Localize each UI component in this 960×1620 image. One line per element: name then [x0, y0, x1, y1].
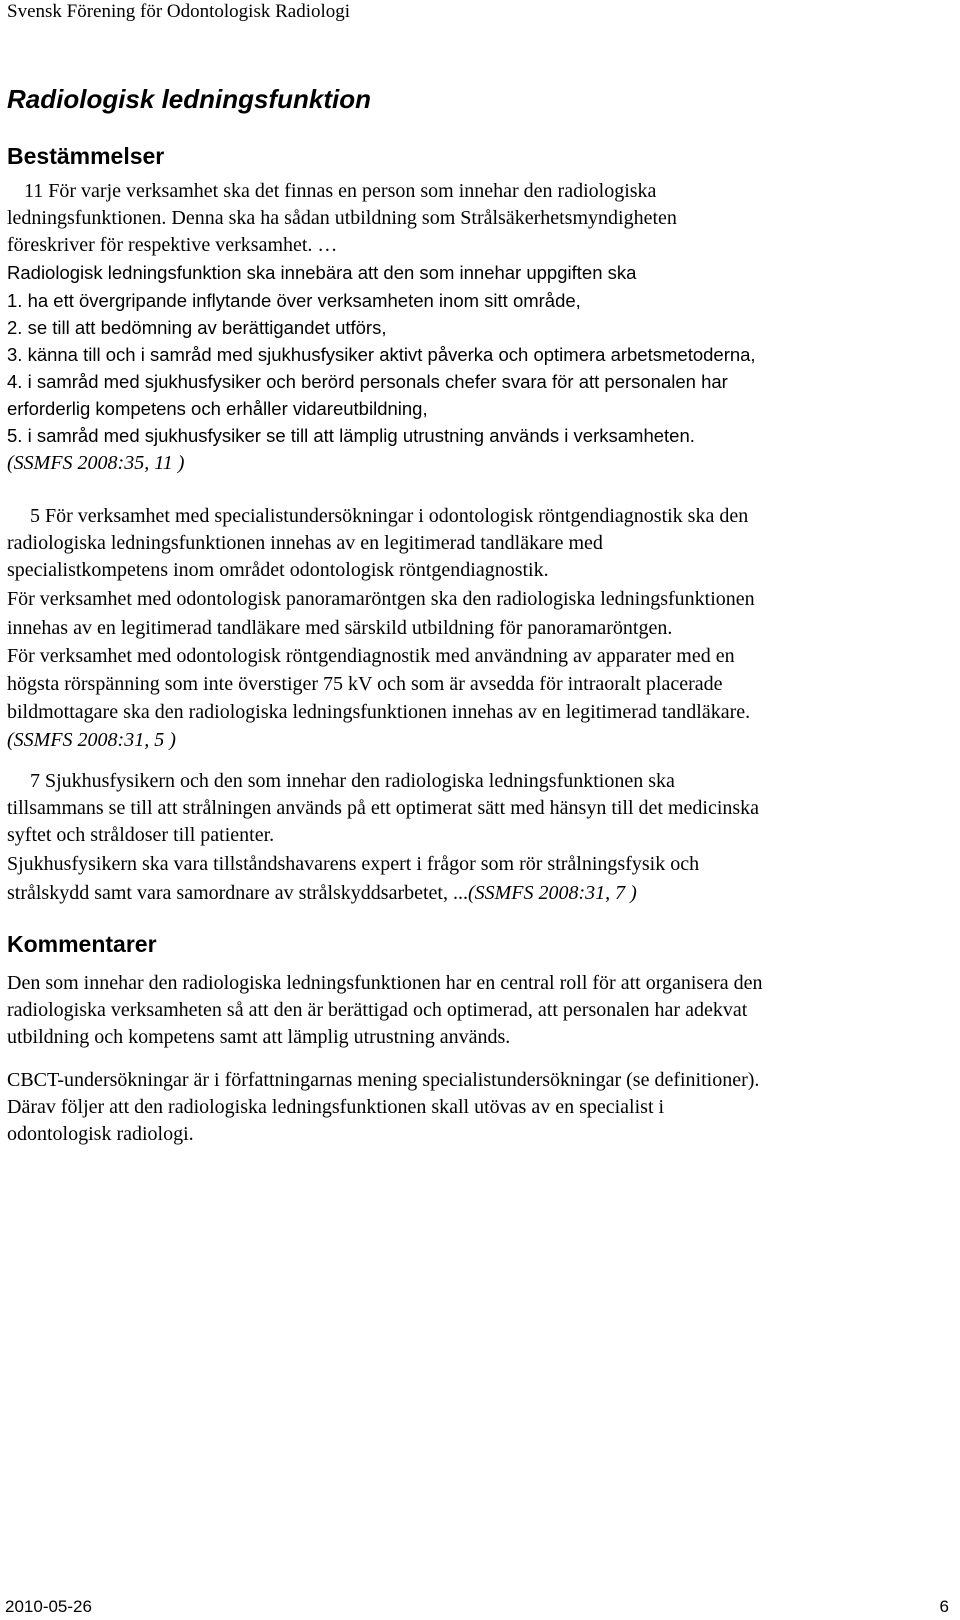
list-item: 3. känna till och i samråd med sjukhusfysiker aktivt påverka och optimera arbetsmetoderna,	[7, 344, 756, 365]
list-item: erforderlig kompetens och erhåller vidareutbildning,	[7, 398, 428, 419]
text-line	[7, 880, 637, 906]
text-line: För verksamhet med odontologisk panoramaröntgen ska den radiologiska ledningsfunktionen	[7, 588, 755, 610]
text-line: radiologiska ledningsfunktionen innehas av en legitimerad tandläkare med	[7, 532, 603, 554]
text-line: innehas av en legitimerad tandläkare med särskild utbildning för panoramaröntgen.	[7, 617, 673, 639]
reference-citation: (SSMFS 2008:31, 5 )	[7, 729, 176, 751]
text-line: odontologisk radiologi.	[7, 1123, 194, 1145]
list-item: 4. i samråd med sjukhusfysiker och berörd personals chefer svara för att personalen har	[7, 371, 728, 392]
reference-citation: (SSMFS 2008:35, 11 )	[7, 452, 185, 474]
text-line: radiologiska verksamheten så att den är berättigad och optimerad, att personalen har adekvat	[7, 999, 748, 1021]
footer-page-number: 6	[939, 1597, 949, 1616]
list-item: 1. ha ett övergripande inflytande över verksamheten inom sitt område,	[7, 290, 581, 311]
text-line: ledningsfunktionen. Denna ska ha sådan utbildning som Strålsäkerhetsmyndigheten	[7, 207, 677, 229]
text-line: utbildning och kompetens samt att lämplig utrustning används.	[7, 1026, 511, 1048]
text-line: tillsammans se till att strålningen används på ett optimerat sätt med hänsyn till det medicinska	[7, 797, 760, 819]
section-heading-bestammelser: Bestämmelser	[7, 143, 165, 169]
running-header: Svensk Förening för Odontologisk Radiologi	[7, 1, 351, 22]
list-intro: Radiologisk ledningsfunktion ska innebära att den som innehar uppgiften ska	[7, 262, 637, 283]
page-title: Radiologisk ledningsfunktion	[7, 84, 371, 114]
text-line: 11 För varje verksamhet ska det finnas en person som innehar den radiologiska	[24, 180, 657, 202]
list-item: 2. se till att bedömning av berättigandet utförs,	[7, 317, 387, 338]
reference-citation: (SSMFS 2008:31, 7 )	[467, 882, 637, 904]
text-line: För verksamhet med odontologisk röntgendiagnostik med användning av apparater med en	[7, 645, 735, 667]
text-line: specialistkompetens inom området odontologisk röntgendiagnostik.	[7, 559, 549, 581]
text-line: 5 För verksamhet med specialistundersökningar i odontologisk röntgendiagnostik ska den	[30, 505, 749, 527]
text-line-body: strålskydd samt vara samordnare av strålskyddsarbetet, ...	[7, 882, 468, 904]
section-heading-kommentarer: Kommentarer	[7, 931, 157, 957]
text-line: bildmottagare ska den radiologiska ledningsfunktionen innehas av en legitimerad tandläkare.	[7, 701, 751, 723]
text-line: Därav följer att den radiologiska ledningsfunktionen skall utövas av en specialist i	[7, 1096, 665, 1118]
footer-date: 2010-05-26	[5, 1597, 92, 1616]
list-item: 5. i samråd med sjukhusfysiker se till att lämplig utrustning används i verksamheten.	[7, 425, 695, 446]
text-line: CBCT-undersökningar är i författningarnas mening specialistundersökningar (se definitioner).	[7, 1069, 760, 1091]
text-line: högsta rörspänning som inte överstiger 75 kV och som är avsedda för intraoralt placerade	[7, 673, 723, 695]
text-line: föreskriver för respektive verksamhet. …	[7, 234, 338, 256]
text-line: syftet och stråldoser till patienter.	[7, 824, 275, 846]
text-line: 7 Sjukhusfysikern och den som innehar den radiologiska ledningsfunktionen ska	[30, 770, 675, 792]
text-line: Den som innehar den radiologiska ledningsfunktionen har en central roll för att organisera den	[7, 972, 763, 994]
text-line: Sjukhusfysikern ska vara tillståndshavarens expert i frågor som rör strålningsfysik och	[7, 853, 700, 875]
